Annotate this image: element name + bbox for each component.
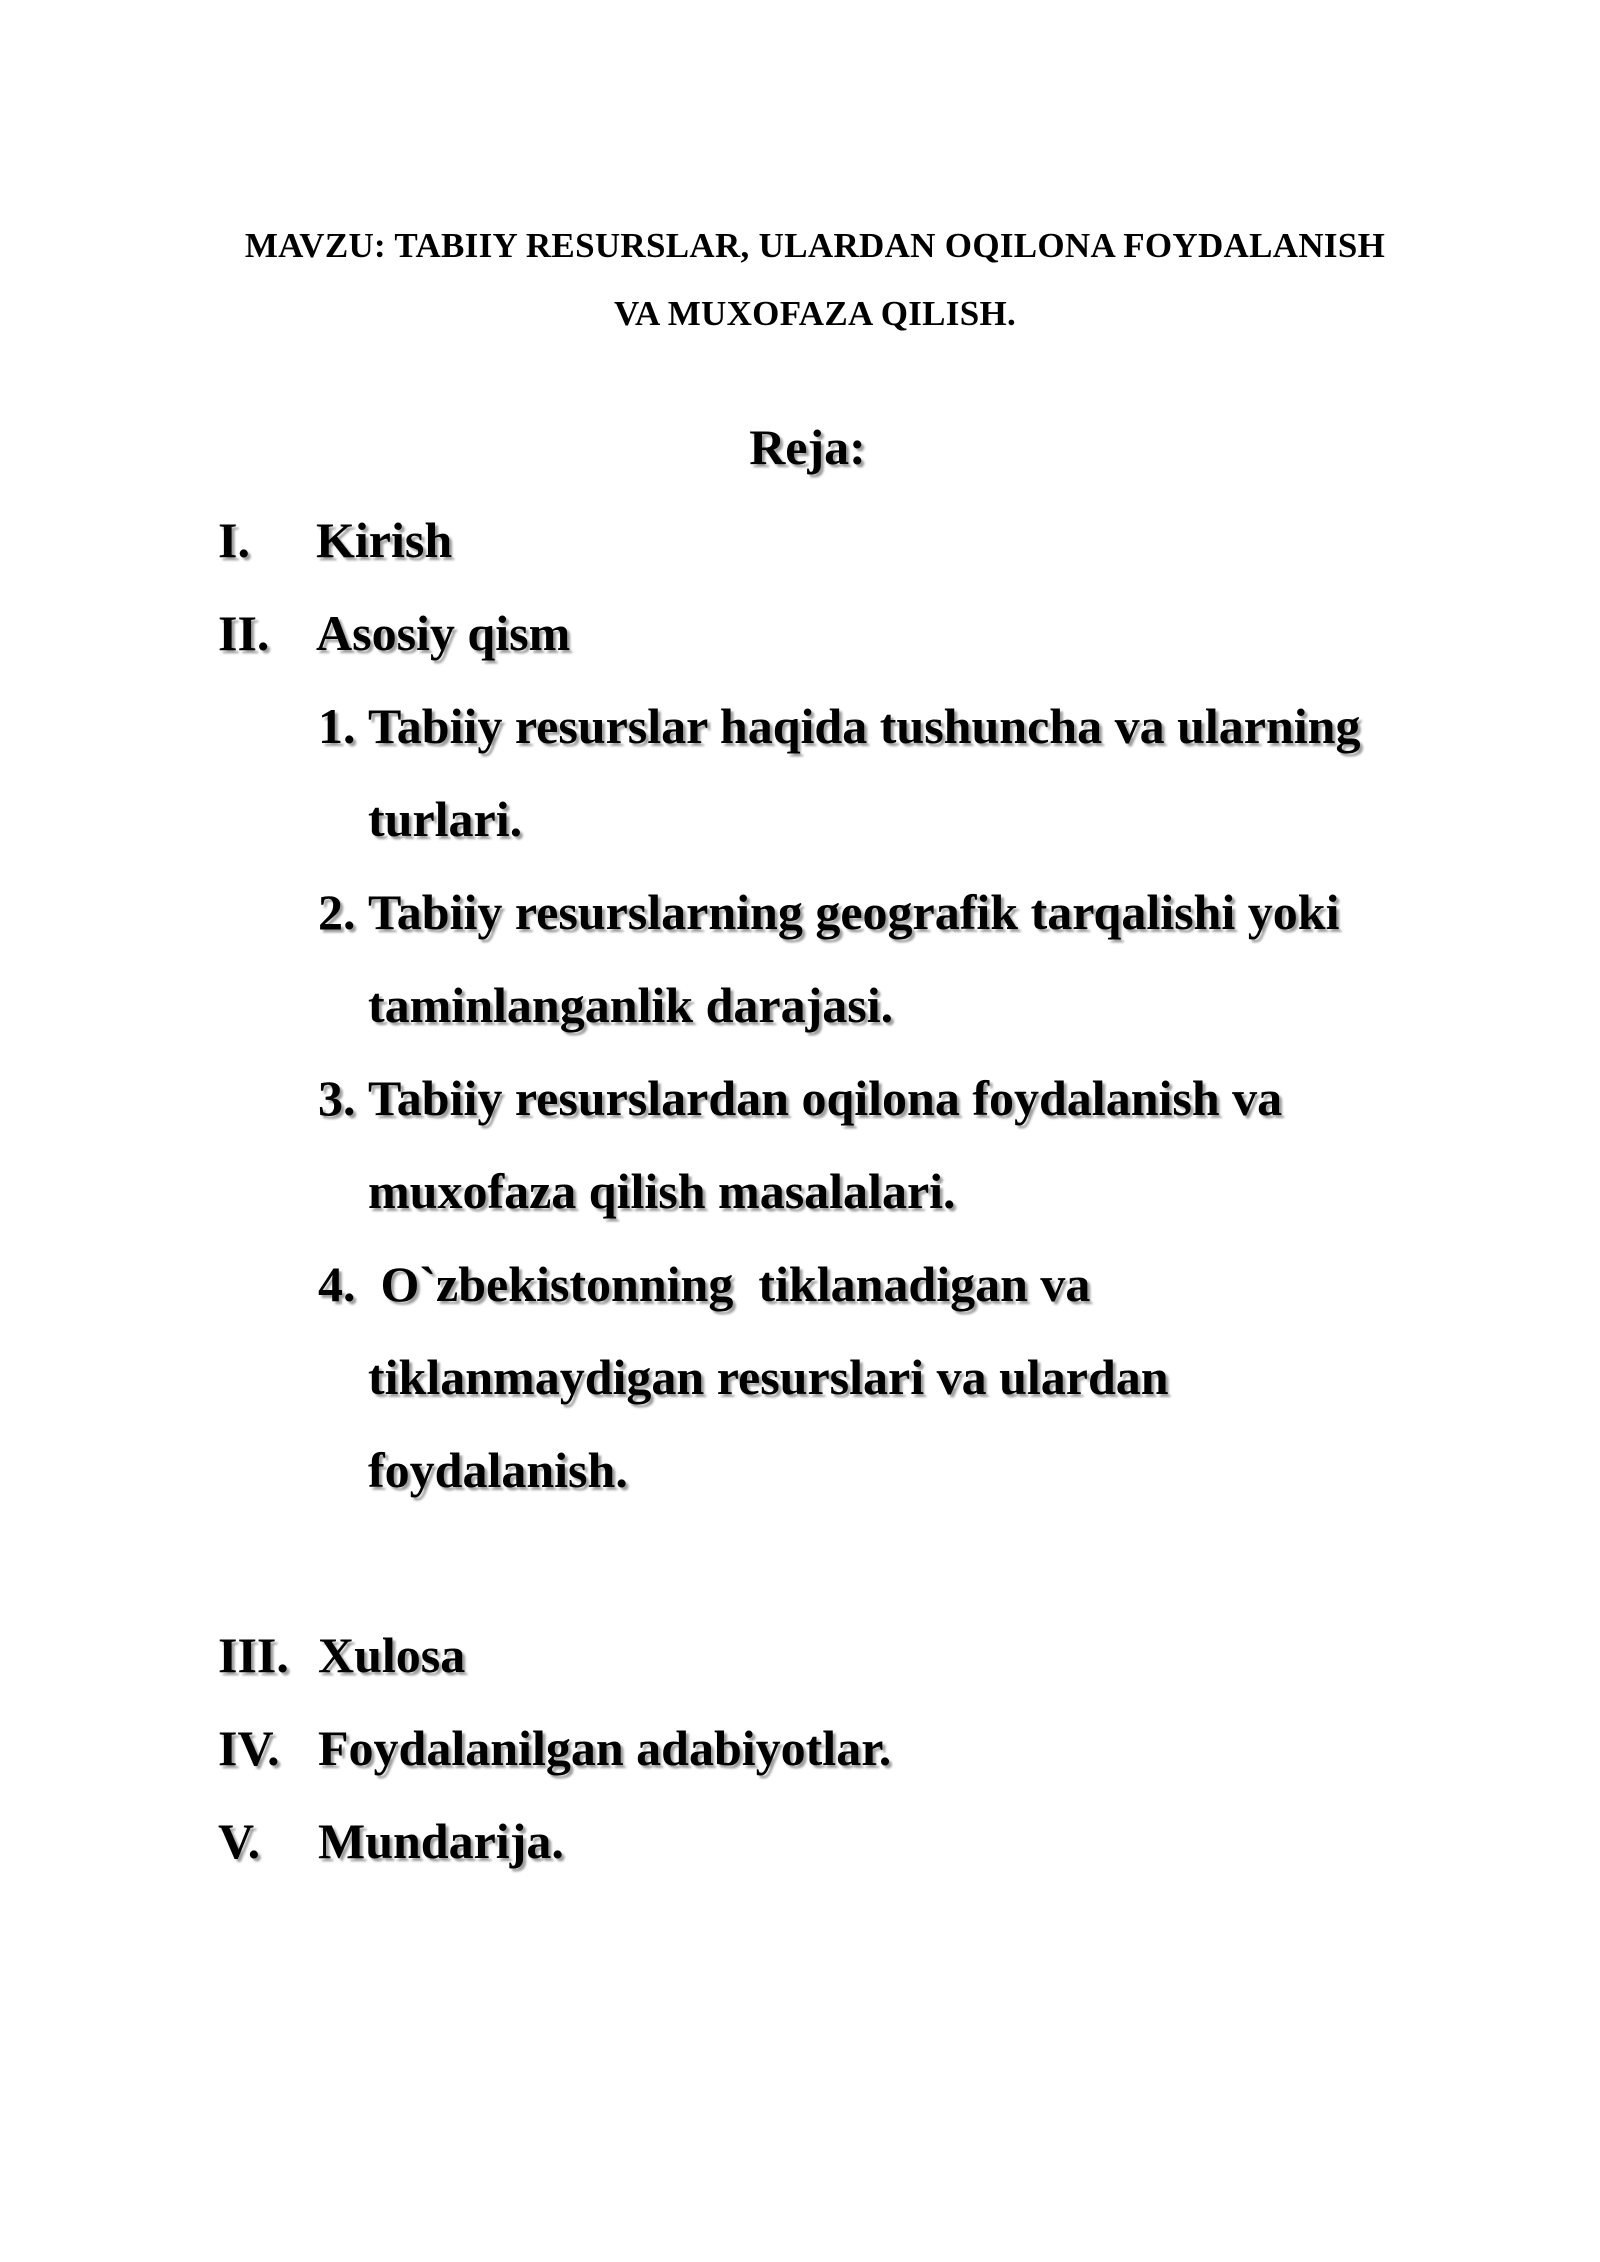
subsection-line: taminlanganlik darajasi. <box>368 977 894 1033</box>
section-marker: IV. <box>218 1720 280 1776</box>
section-item-1 <box>218 505 452 575</box>
subsection-line: muxofaza qilish masalalari. <box>368 1163 956 1219</box>
section-label: Xulosa <box>318 1627 466 1683</box>
subsection-number: 4. <box>318 1256 356 1312</box>
section-item-4 <box>218 1713 891 1783</box>
subsection-line: tiklanmaydigan resurslari va ulardan <box>368 1349 1169 1405</box>
document-title <box>160 212 1470 348</box>
section-item-3 <box>218 1620 465 1690</box>
section-marker: II. <box>218 605 270 661</box>
subsection-item-4 <box>318 1238 1169 1517</box>
subsection-line: foydalanish. <box>368 1442 628 1498</box>
section-label: Foydalanilgan adabiyotlar. <box>318 1720 892 1776</box>
section-marker: V. <box>218 1813 261 1869</box>
section-item-5 <box>218 1806 564 1876</box>
subsection-line: O`zbekistonning tiklanadigan va <box>368 1256 1091 1312</box>
subsection-line: Tabiiy resurslar haqida tushuncha va ularning <box>368 698 1361 754</box>
plan-heading: Reja: <box>749 419 866 475</box>
subsection-item-3 <box>318 1052 1282 1238</box>
title-line-2: VA MUXOFAZA QILISH. <box>613 294 1017 333</box>
subsection-number: 1. <box>318 698 356 754</box>
section-item-2 <box>218 598 570 668</box>
title-line-1: MAVZU: TABIIY RESURSLAR, ULARDAN OQILONA FOYDALANISH <box>244 226 1386 265</box>
subsection-line: Tabiiy resurslarning geografik tarqalishi yoki <box>368 884 1340 940</box>
subsection-item-1 <box>318 680 1360 866</box>
section-label: Kirish <box>316 512 453 568</box>
subsection-line: turlari. <box>368 791 523 847</box>
subsection-line: Tabiiy resurslardan oqilona foydalanish va <box>368 1070 1283 1126</box>
section-label: Mundarija. <box>318 1813 564 1869</box>
subsection-item-2 <box>318 866 1339 1052</box>
section-marker: I. <box>218 512 250 568</box>
subsection-number: 2. <box>318 884 356 940</box>
section-label: Asosiy qism <box>316 605 571 661</box>
section-marker: III. <box>218 1627 289 1683</box>
subsection-number: 3. <box>318 1070 356 1126</box>
